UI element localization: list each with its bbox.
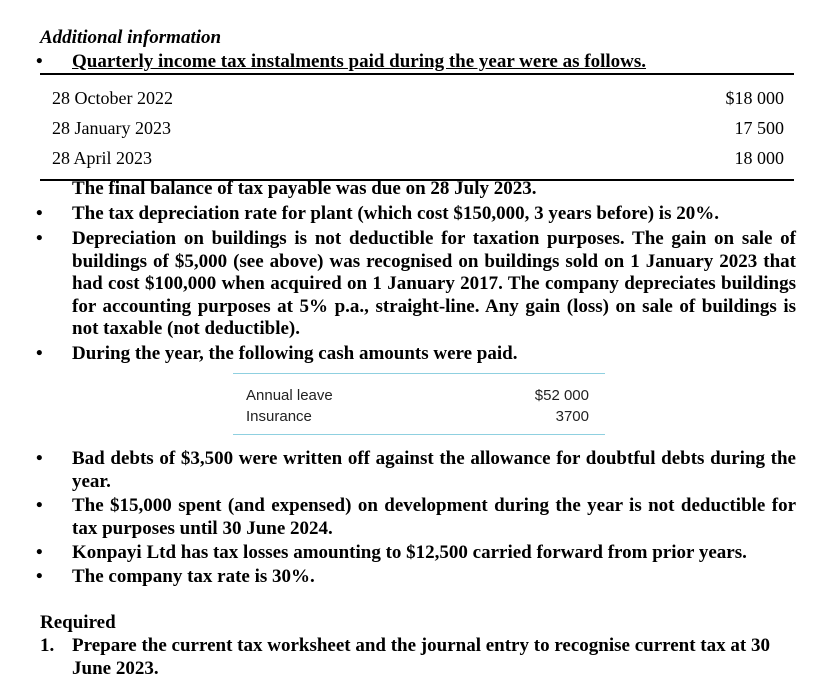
bullet-text: During the year, the following cash amounts were paid. (72, 343, 518, 364)
bullet-icon: • (36, 203, 43, 224)
instalment-amount: $18 000 (725, 88, 784, 108)
bullet-icon: • (36, 566, 43, 587)
bullet-icon: • (36, 495, 43, 516)
bullet-text: Bad debts of $3,500 were written off against the allowance for doubtful debts during the year. (72, 448, 796, 492)
instalment-amount: 18 000 (734, 148, 784, 168)
bullet-icon: • (36, 51, 43, 72)
instalment-date: 28 January 2023 (52, 118, 171, 138)
table-row (40, 143, 794, 173)
bullet-text: The tax depreciation rate for plant (which cost $150,000, 3 years before) is 20%. (72, 203, 719, 224)
bullet-item (36, 566, 796, 589)
table-row (40, 113, 794, 143)
bullet-item (36, 542, 796, 565)
bullet-item (36, 228, 796, 341)
bullet-text: Depreciation on buildings is not deductible for taxation purposes. The gain on sale of buildings of $5,000 (see above) was recognised on buildings sold on 1 January 2023 that had cost $100,000 when acquired on 1 January 2017. The company depreciates buildings for accounting purposes at 5% p.a., straight-line. Any gain (loss) on sale of buildings is not taxable (not deductible). (72, 228, 796, 339)
bullet-item (36, 448, 796, 493)
question-text: Prepare the current tax worksheet and the journal entry to recognise current tax at 30 June 2023. (72, 635, 770, 679)
bullet-item (36, 343, 796, 366)
table-row (233, 406, 605, 427)
cash-item-value: 3700 (555, 408, 589, 425)
bullet-icon: • (36, 228, 43, 249)
bullet-item (36, 495, 796, 540)
cash-item-label: Insurance (246, 408, 312, 425)
cash-paid-table (233, 373, 605, 435)
question-number: 1. (40, 635, 55, 656)
question-item (40, 635, 796, 680)
section-heading: Additional information (40, 27, 222, 48)
bullet-icon: • (36, 542, 43, 563)
bullet-instalments (36, 51, 796, 74)
final-balance-note (36, 178, 796, 201)
bullet-text: The company tax rate is 30%. (72, 566, 315, 587)
instalment-amount: 17 500 (734, 118, 784, 138)
bullet-item (36, 203, 796, 226)
instalment-date: 28 October 2022 (52, 88, 173, 108)
bullet-text: The $15,000 spent (and expensed) on development during the year is not deductible for tax purposes until 30 June 2024. (72, 495, 796, 539)
instalments-table (40, 73, 794, 181)
bullet-icon: • (36, 343, 43, 364)
bullet-icon: • (36, 448, 43, 469)
cash-item-label: Annual leave (246, 387, 333, 404)
instalments-intro: Quarterly income tax instalments paid during the year were as follows. (72, 51, 647, 72)
bullet-text: Konpayi Ltd has tax losses amounting to $12,500 carried forward from prior years. (72, 542, 747, 563)
cash-item-value: $52 000 (534, 387, 589, 404)
final-balance-text: The final balance of tax payable was due on 28 July 2023. (72, 178, 537, 199)
instalment-date: 28 April 2023 (52, 148, 153, 168)
required-heading: Required (40, 612, 116, 633)
table-row (40, 83, 794, 113)
table-row (233, 385, 605, 406)
